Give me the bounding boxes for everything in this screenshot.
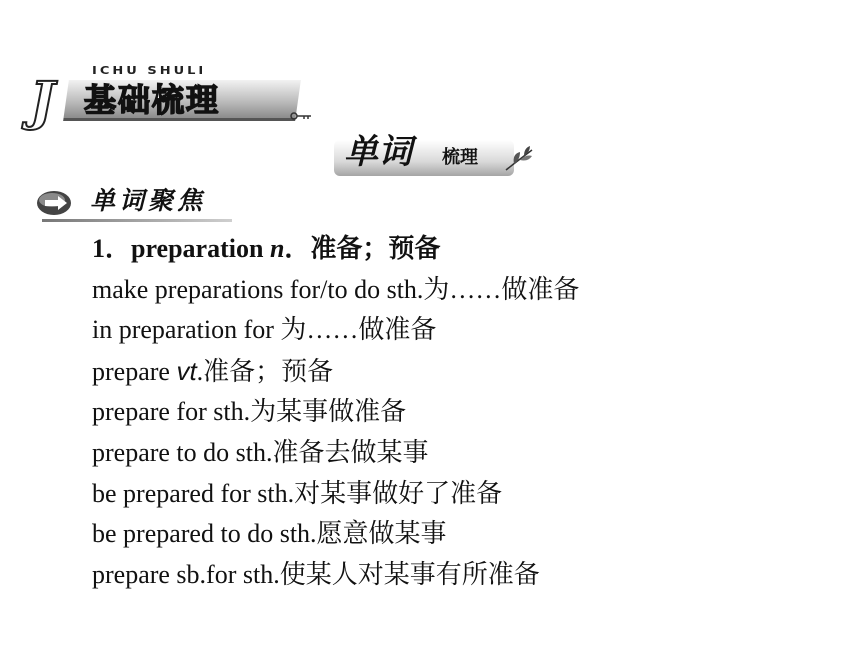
banner-title: 基础梳理 <box>84 81 221 119</box>
entry-word: preparation <box>131 234 264 263</box>
banner-pinyin: ICHU SHULI <box>92 65 207 78</box>
arrow-bullet-icon <box>36 190 76 216</box>
key-icon <box>290 112 312 120</box>
section-banner <box>30 66 320 130</box>
entry-number: 1． <box>92 234 132 263</box>
leaf-icon <box>502 144 536 174</box>
list-item: be prepared for sth.对某事做好了准备 <box>92 478 503 508</box>
list-item: prepare to do sth.准备去做某事 <box>92 437 429 467</box>
list-item: make preparations for/to do sth.为……做准备 <box>92 274 580 304</box>
list-item: prepare for sth.为某事做准备 <box>92 397 407 427</box>
entry-meaning: ．准备；预备 <box>284 234 441 263</box>
list-item: be prepared to do sth.愿意做某事 <box>92 519 447 549</box>
word-focus-underline <box>42 219 232 222</box>
word-focus-label: 单词聚焦 <box>90 186 207 215</box>
badge-big-text: 单词 <box>344 132 412 172</box>
vocabulary-list <box>92 229 832 595</box>
banner-letter: J <box>30 71 55 132</box>
badge-small-text: 梳理 <box>442 147 478 168</box>
vt-pos: vt <box>176 355 197 386</box>
word-sorting-badge <box>330 128 540 182</box>
entry-pos: n <box>269 234 285 263</box>
list-item: prepare sb.for sth.使某人对某事有所准备 <box>92 559 540 589</box>
list-item-vt <box>92 351 832 393</box>
headword-line <box>92 229 832 270</box>
vt-meaning: .准备；预备 <box>196 356 334 386</box>
list-item: in preparation for 为……做准备 <box>92 315 437 345</box>
word-focus-header <box>36 182 236 224</box>
vt-word: prepare <box>92 356 177 386</box>
